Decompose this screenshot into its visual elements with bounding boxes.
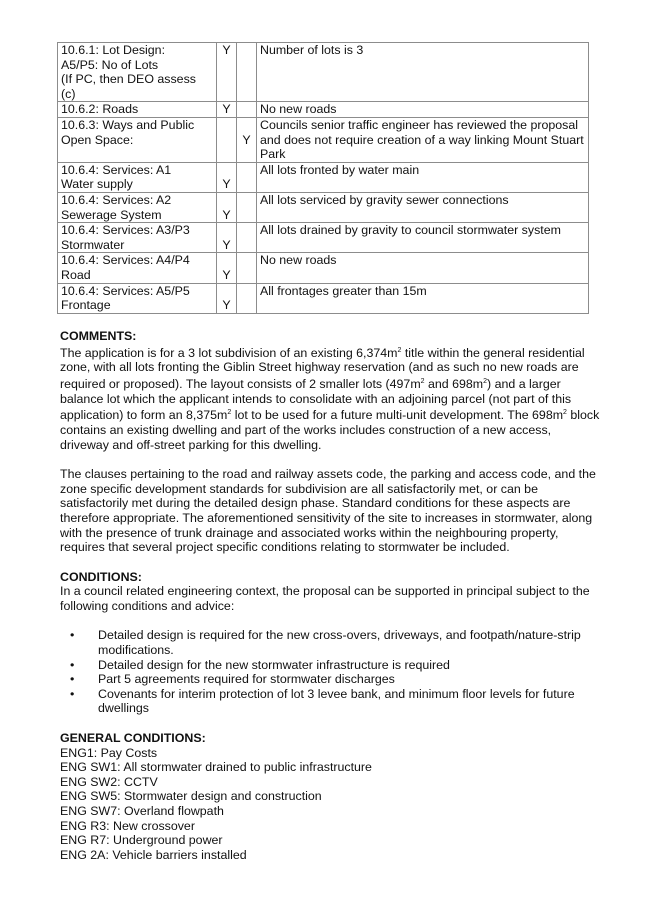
superscript: 2 bbox=[420, 377, 425, 385]
paragraph-gap bbox=[60, 452, 600, 467]
complies-cell bbox=[217, 223, 237, 253]
clause-text: 10.6.4: Services: A2 Sewerage System bbox=[61, 192, 172, 222]
list-item: ENG R7: Underground power bbox=[60, 833, 223, 848]
clause-cell bbox=[58, 162, 217, 192]
performance-cell bbox=[237, 162, 257, 192]
complies-mark: Y bbox=[222, 177, 231, 192]
complies-mark: Y bbox=[222, 298, 231, 313]
superscript: 2 bbox=[397, 346, 402, 354]
paragraph-gap bbox=[60, 716, 600, 731]
condition-text: Covenants for interim protection of lot 3 levee bank, and minimum floor levels for future dwellings bbox=[98, 686, 575, 716]
complies-cell bbox=[217, 253, 237, 283]
table-row bbox=[58, 192, 589, 222]
clause-cell bbox=[58, 102, 217, 118]
comments-text: lot to be used for a future multi-unit development. The 698m bbox=[231, 408, 564, 423]
table-row bbox=[58, 162, 589, 192]
list-item bbox=[60, 628, 600, 657]
comment-cell bbox=[257, 283, 589, 313]
comment-text: All lots fronted by water main bbox=[260, 162, 420, 177]
clause-text: 10.6.4: Services: A3/P3 Stormwater bbox=[61, 223, 190, 252]
comment-text: All lots serviced by gravity sewer connections bbox=[260, 192, 509, 207]
paragraph-gap bbox=[60, 613, 600, 628]
performance-mark: Y bbox=[242, 132, 251, 147]
clause-cell bbox=[58, 253, 217, 283]
complies-cell bbox=[217, 162, 237, 192]
comment-text: All lots drained by gravity to council stormwater system bbox=[260, 223, 561, 238]
table-row bbox=[58, 223, 589, 253]
table-row bbox=[58, 117, 589, 162]
superscript: 2 bbox=[563, 409, 567, 417]
clause-text: 10.6.1: Lot Design: A5/P5: No of Lots (If PC, then DEO assess (c) bbox=[61, 43, 196, 101]
complies-cell bbox=[217, 102, 237, 118]
complies-mark: Y bbox=[222, 102, 231, 117]
comment-text: No new roads bbox=[260, 253, 337, 268]
list-item bbox=[60, 672, 600, 687]
list-item: ENG1: Pay Costs bbox=[60, 745, 158, 760]
table-row bbox=[58, 253, 589, 283]
clause-cell bbox=[58, 283, 217, 313]
document-body bbox=[60, 329, 600, 862]
bullet-icon: • bbox=[70, 628, 75, 643]
comment-text: Councils senior traffic engineer has reviewed the proposal and does not require creation of a way linking Mount Stuart Park bbox=[260, 117, 584, 162]
list-item: ENG SW2: CCTV bbox=[60, 774, 158, 789]
assessment-table bbox=[57, 42, 589, 314]
comments-paragraph-1 bbox=[60, 344, 600, 453]
list-item: ENG R3: New crossover bbox=[60, 818, 195, 833]
table-row bbox=[58, 43, 589, 102]
comment-cell bbox=[257, 192, 589, 222]
table-row bbox=[58, 102, 589, 118]
comment-cell bbox=[257, 117, 589, 162]
list-item: ENG SW5: Stormwater design and construction bbox=[60, 789, 322, 804]
performance-cell bbox=[237, 117, 257, 162]
list-item: ENG 2A: Vehicle barriers installed bbox=[60, 847, 247, 862]
complies-cell bbox=[217, 117, 237, 162]
list-item bbox=[60, 687, 600, 716]
comments-text: and 698m bbox=[424, 377, 484, 392]
comment-text: No new roads bbox=[260, 102, 337, 117]
list-item: ENG SW7: Overland flowpath bbox=[60, 804, 224, 818]
clause-text: 10.6.3: Ways and Public Open Space: bbox=[61, 117, 195, 147]
comment-cell bbox=[257, 162, 589, 192]
comments-text: title within the general residential zone, with all lots fronting the Giblin Street highway reservation (and as such no new roads are required or proposed). The layout consists of 2 smaller lots (497m bbox=[60, 345, 585, 392]
comment-cell bbox=[257, 43, 589, 102]
comment-cell bbox=[257, 102, 589, 118]
clause-text: 10.6.2: Roads bbox=[61, 102, 139, 117]
bullet-icon: • bbox=[70, 672, 75, 687]
complies-cell bbox=[217, 43, 237, 102]
clause-cell bbox=[58, 192, 217, 222]
conditions-intro: In a council related engineering context, the proposal can be supported in principal subject to the following conditions and advice: bbox=[60, 584, 590, 613]
comment-text: All frontages greater than 15m bbox=[260, 283, 427, 298]
clause-cell bbox=[58, 223, 217, 253]
list-item: ENG SW1: All stormwater drained to public infrastructure bbox=[60, 760, 372, 775]
condition-text: Detailed design for the new stormwater infrastructure is required bbox=[98, 657, 450, 672]
conditions-heading: CONDITIONS: bbox=[60, 569, 142, 584]
complies-mark: Y bbox=[222, 237, 231, 252]
table-row bbox=[58, 283, 589, 313]
comment-cell bbox=[257, 223, 589, 253]
general-conditions-heading: GENERAL CONDITIONS: bbox=[60, 731, 206, 746]
general-conditions-list bbox=[60, 746, 600, 863]
performance-cell bbox=[237, 102, 257, 118]
performance-cell bbox=[237, 253, 257, 283]
performance-cell bbox=[237, 43, 257, 102]
complies-mark: Y bbox=[222, 267, 231, 282]
comments-text: The application is for a 3 lot subdivision of an existing 6,374m bbox=[60, 345, 398, 360]
performance-cell bbox=[237, 192, 257, 222]
complies-cell bbox=[217, 283, 237, 313]
comments-paragraph-2: The clauses pertaining to the road and railway assets code, the parking and access code, and the zone specific development standards for subdivision are all satisfactorily met, or can be satisfactorily met during the detailed design phase. Standard conditions for these aspects are therefore appropriate. The aforementioned sensitivity of the site to increases in stormwater, along with the presence of trunk drainage and associated works within the neighbouring property, requires that several project specific conditions relating to stormwater be included. bbox=[60, 467, 596, 555]
comment-cell bbox=[257, 253, 589, 283]
condition-text: Detailed design is required for the new cross-overs, driveways, and footpath/nature-strip modifications. bbox=[98, 628, 581, 658]
bullet-icon: • bbox=[70, 686, 75, 701]
comments-text: block contains an existing dwelling and part of the works includes construction of a new access, driveway and off-street parking for this dwelling. bbox=[60, 408, 600, 452]
clause-text: 10.6.4: Services: A1 Water supply bbox=[61, 162, 172, 192]
comments-heading: COMMENTS: bbox=[60, 329, 137, 343]
performance-cell bbox=[237, 283, 257, 313]
bullet-icon: • bbox=[70, 657, 75, 672]
comment-text: Number of lots is 3 bbox=[260, 43, 364, 57]
paragraph-gap bbox=[60, 555, 600, 570]
complies-cell bbox=[217, 192, 237, 222]
clause-cell bbox=[58, 117, 217, 162]
superscript: 2 bbox=[483, 377, 488, 385]
performance-cell bbox=[237, 223, 257, 253]
condition-text: Part 5 agreements required for stormwater discharges bbox=[98, 672, 395, 687]
comments-text: ) and a larger balance lot which the applicant intends to consolidate with an adjoining parcel (not part of this application) to form an 8,375m bbox=[60, 377, 572, 423]
complies-mark: Y bbox=[222, 43, 231, 57]
conditions-list bbox=[60, 628, 600, 716]
superscript: 2 bbox=[227, 409, 232, 417]
complies-mark: Y bbox=[222, 207, 231, 222]
clause-text: 10.6.4: Services: A4/P4 Road bbox=[61, 253, 190, 282]
clause-text: 10.6.4: Services: A5/P5 Frontage bbox=[61, 283, 190, 313]
clause-cell bbox=[58, 43, 217, 102]
list-item bbox=[60, 658, 600, 673]
